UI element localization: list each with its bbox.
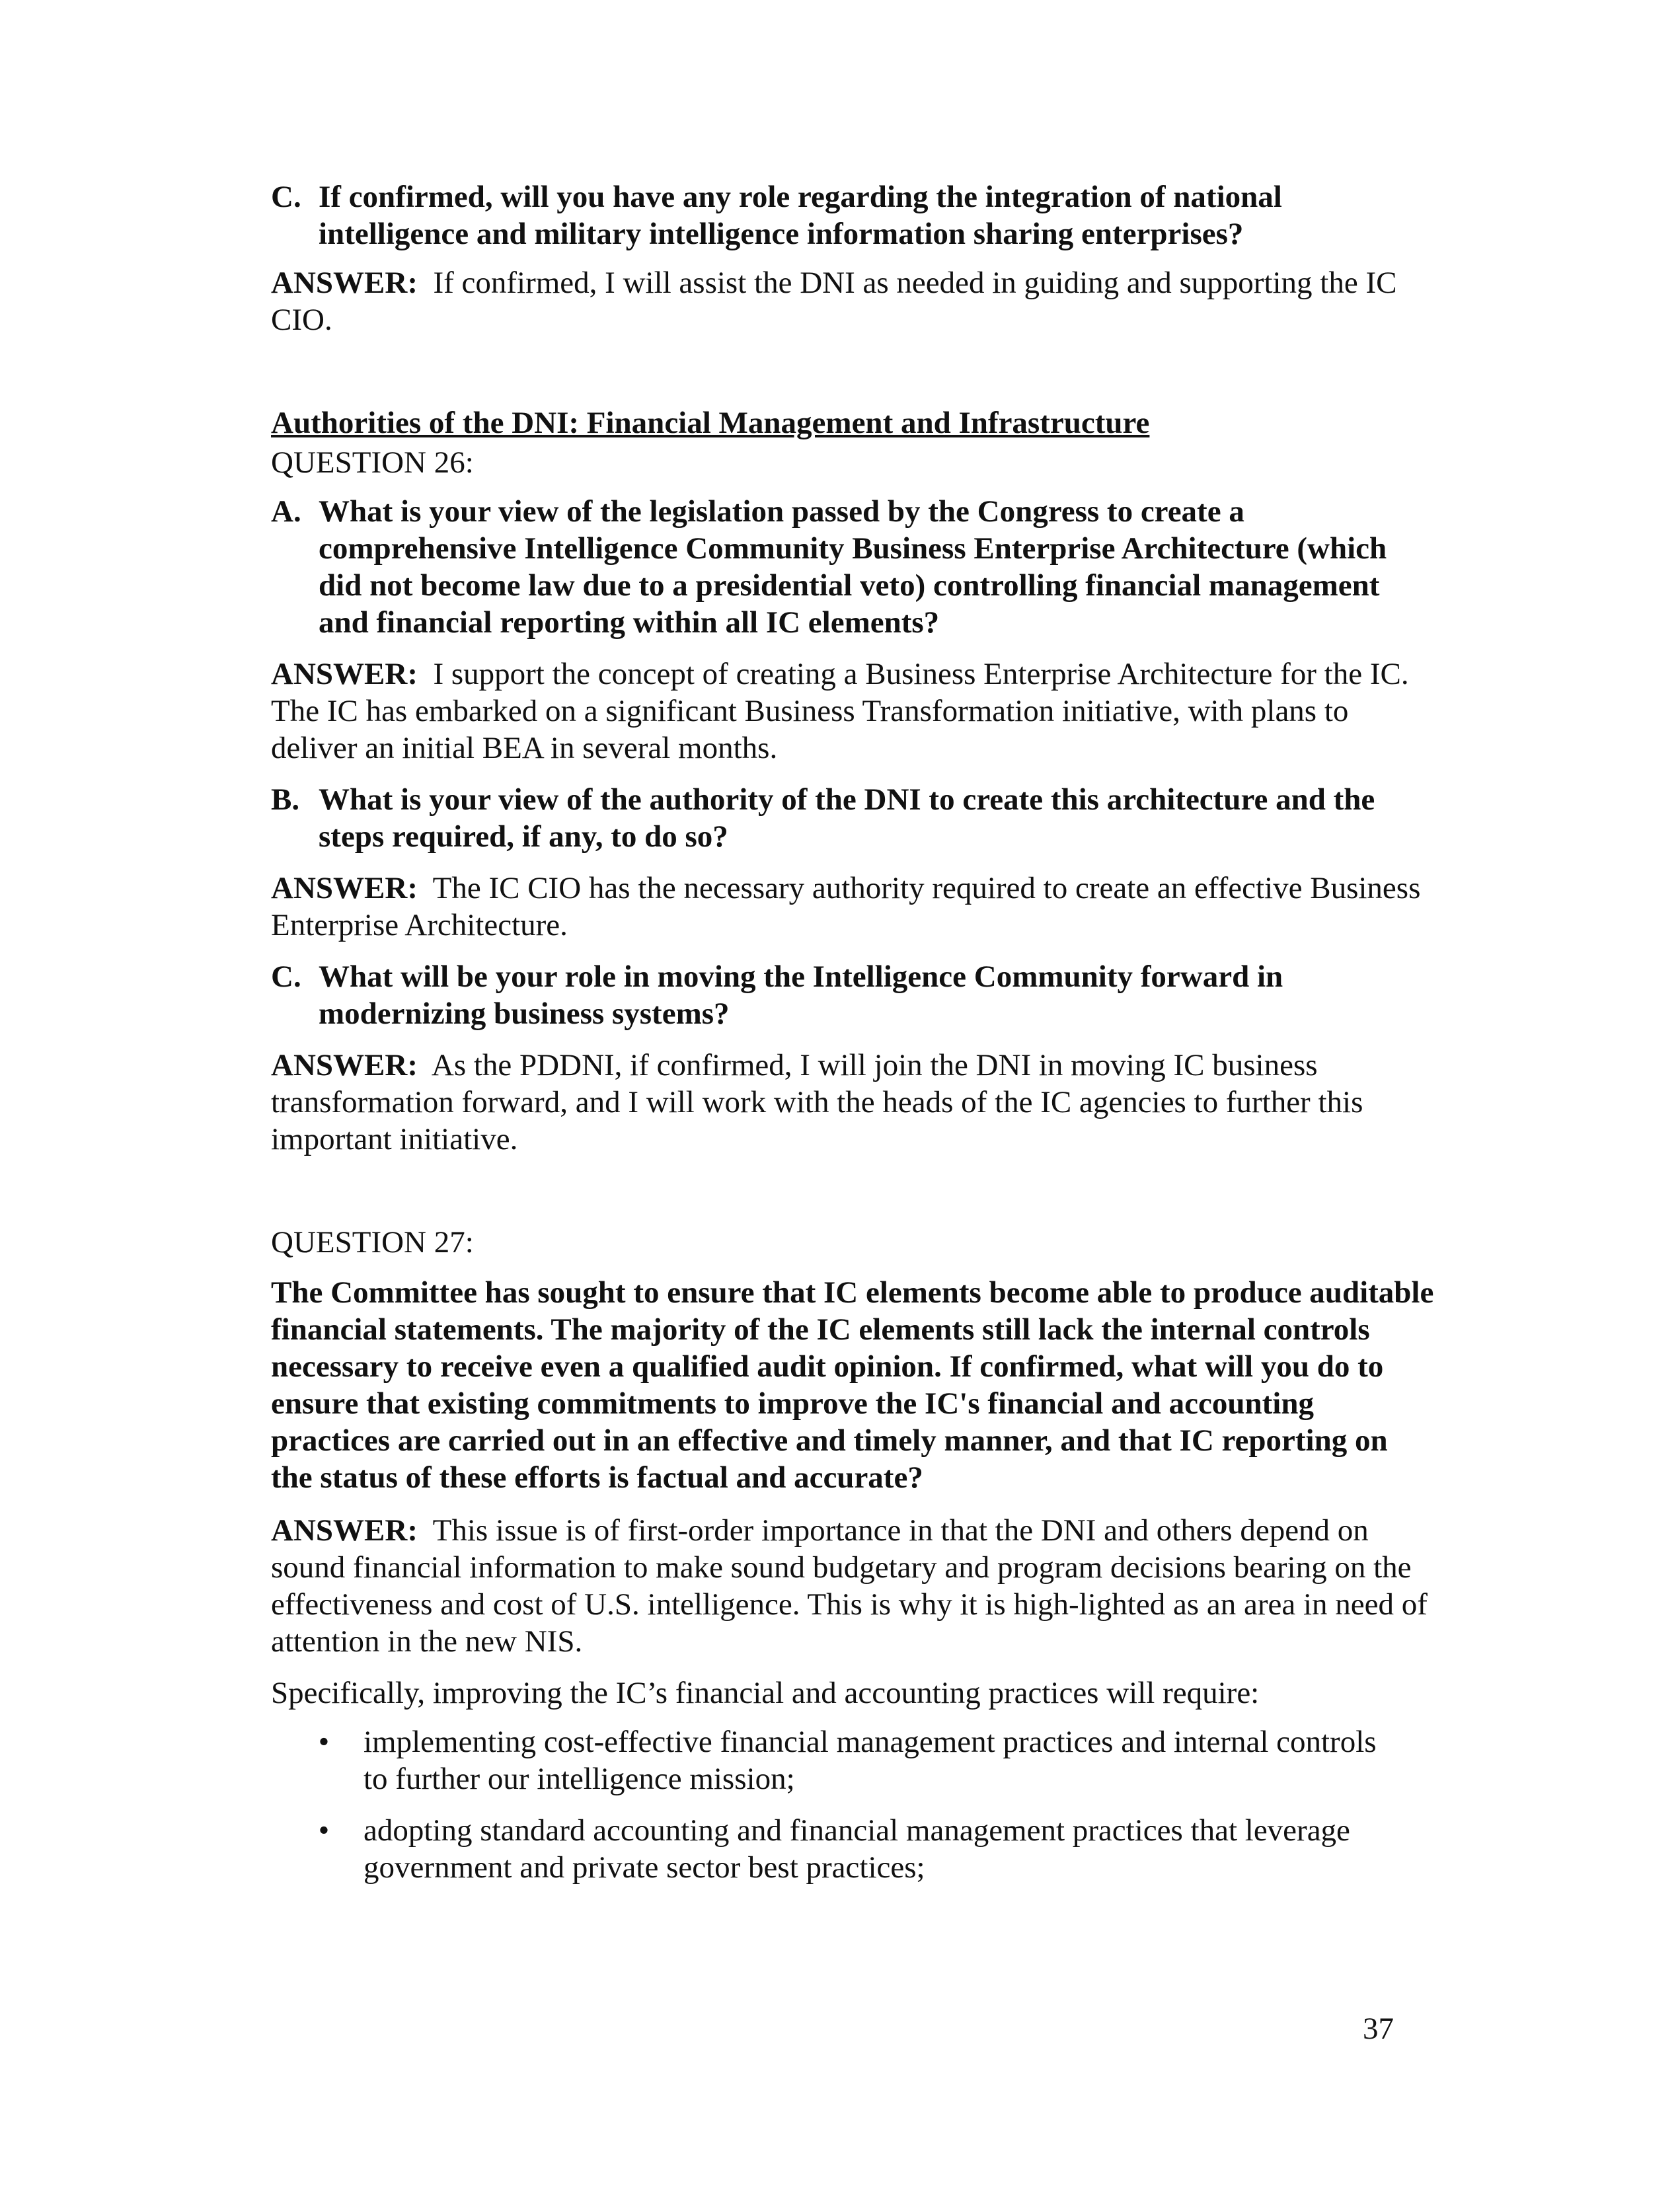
answer-label: ANSWER: xyxy=(271,266,418,300)
list-item xyxy=(271,1723,1434,1797)
answer-text: If confirmed, I will assist the DNI as needed in guiding and supporting the IC CIO. xyxy=(271,266,1397,337)
answer-text: I support the concept of creating a Business Enterprise Architecture for the IC. The IC has embarked on a significant Business Transformation initiative, with plans to deliver an initial BEA in several months. xyxy=(271,657,1409,765)
question-26-heading: QUESTION 26: xyxy=(271,445,474,480)
answer-26c xyxy=(271,1047,1434,1158)
question-26b xyxy=(271,781,1434,855)
answer-label: ANSWER: xyxy=(271,1513,418,1548)
question-26c xyxy=(271,958,1434,1032)
list-item-text: implementing cost-effective financial management practices and internal controls to further our intelligence mission; xyxy=(363,1725,1377,1796)
question-letter: B. xyxy=(271,782,300,817)
answer-25c xyxy=(271,264,1434,338)
question-27-heading: QUESTION 27: xyxy=(271,1225,474,1260)
answer-26b xyxy=(271,870,1434,944)
page-number: 37 xyxy=(1363,2012,1394,2046)
specifically-text: Specifically, improving the IC’s financial and accounting practices will require: xyxy=(271,1676,1260,1710)
answer-27 xyxy=(271,1512,1434,1660)
question-text: If confirmed, will you have any role regarding the integration of national intelligence and military intelligence information sharing enterprises? xyxy=(319,180,1282,251)
question-text: What will be your role in moving the Intelligence Community forward in modernizing business systems? xyxy=(319,960,1283,1031)
question-letter: C. xyxy=(271,180,301,214)
answer-text: This issue is of first-order importance in that the DNI and others depend on sound financial information to make sound budgetary and program decisions bearing on the effectiveness and cost of U.S. intelligence. This is why it is high-lighted as an area in need of attention in the new NIS. xyxy=(271,1513,1428,1659)
answer-text: As the PDDNI, if confirmed, I will join the DNI in moving IC business transformation forward, and I will work with the heads of the IC agencies to further this important initiative. xyxy=(271,1048,1363,1156)
bullet-icon: • xyxy=(318,1813,330,1848)
list-item-text: adopting standard accounting and financial management practices that leverage government and private sector best practices; xyxy=(363,1813,1350,1885)
bullet-icon: • xyxy=(318,1725,330,1759)
answer-label: ANSWER: xyxy=(271,657,418,691)
answer-label: ANSWER: xyxy=(271,871,418,905)
document-page xyxy=(271,178,1434,1886)
question-text: What is your view of the legislation passed by the Congress to create a comprehensive Intelligence Community Business Enterprise Architecture (which did not become law due to a presidential veto) controlling financial management and financial reporting within all IC elements? xyxy=(319,494,1387,640)
question-letter: C. xyxy=(271,960,301,994)
answer-text: The IC CIO has the necessary authority required to create an effective Business Enterprise Architecture. xyxy=(271,871,1421,942)
question-27-text: The Committee has sought to ensure that IC elements become able to produce auditable financial statements. The majority of the IC elements still lack the internal controls necessary to receive even a qualified audit opinion. If confirmed, what will you do to ensure that existing commitments to improve the IC's financial and accounting practices are carried out in an effective and timely manner, and that IC reporting on the status of these efforts is factual and accurate? xyxy=(271,1275,1434,1495)
question-26a xyxy=(271,493,1434,641)
question-letter: A. xyxy=(271,494,301,529)
question-text: What is your view of the authority of the DNI to create this architecture and the steps required, if any, to do so? xyxy=(319,782,1375,854)
answer-label: ANSWER: xyxy=(271,1048,418,1082)
list-item xyxy=(271,1812,1434,1886)
section-heading: Authorities of the DNI: Financial Management and Infrastructure xyxy=(271,406,1150,440)
answer-26a xyxy=(271,656,1434,767)
requirements-list xyxy=(271,1723,1434,1886)
question-25c xyxy=(271,178,1434,252)
